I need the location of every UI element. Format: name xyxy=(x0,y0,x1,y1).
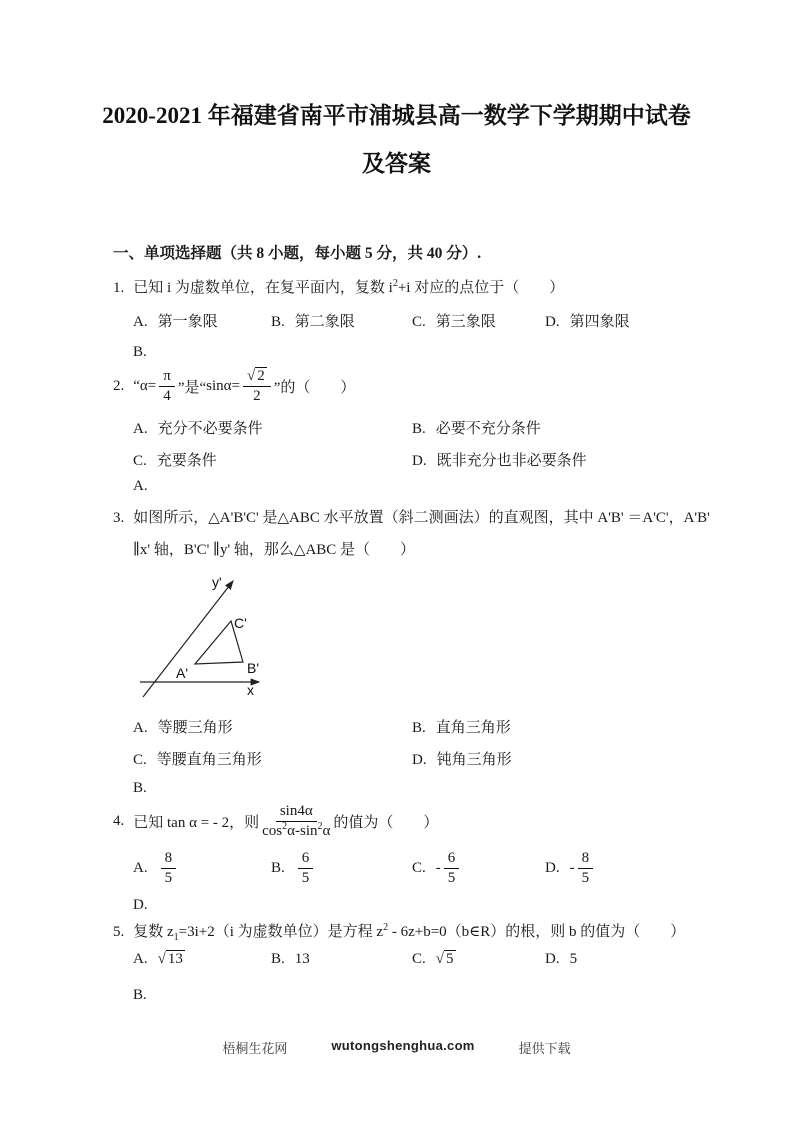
q5-superscript: 2 xyxy=(383,922,389,933)
question-2-number: 2. xyxy=(113,377,125,394)
question-4-options xyxy=(0,850,793,890)
page-title-line2: 及答案 xyxy=(362,151,431,176)
question-2-text xyxy=(113,360,355,412)
section1-heading: 一、单项选择题（共 8 小题，每小题 5 分，共 40 分）. xyxy=(113,245,482,262)
question-1-number: 1. xyxy=(113,280,125,296)
q5-option-d: D. 5 xyxy=(545,951,578,967)
vertex-c-label: C' xyxy=(234,615,247,631)
question-4-number: 4. xyxy=(113,812,125,829)
q1-option-b: B. 第二象限 xyxy=(271,314,355,330)
q3-option-a: A. 等腰三角形 xyxy=(133,720,233,736)
q2-sqrt: √ 2 xyxy=(246,367,265,384)
vertex-a-label: A' xyxy=(176,665,189,681)
footer-site-domain: wutongshenghua.com xyxy=(331,1038,475,1053)
question-2-answer: A. xyxy=(133,478,148,494)
q3-oblique-axonometric-figure xyxy=(128,570,283,710)
y-axis-label: y' xyxy=(212,574,222,590)
q4-option-c: C. - $\frac{6}{5}$ xyxy=(412,850,462,887)
question-1-superscript: 2 xyxy=(392,278,398,289)
q2-sin-eq: sinα= xyxy=(206,377,240,394)
question-3-options-row2 xyxy=(0,748,793,770)
question-5-text: 5. 复数 $z_1=3i+2(i$ 为虚数单位）是方程 $z^2$ - 6z+b=0（b∈R）的根，则 b 的值为（ ） xyxy=(113,922,686,943)
question-1-pre: 已知 i 为虚数单位，在复平面内，复数 i xyxy=(133,280,393,296)
q5-subscript: 1 xyxy=(173,932,179,943)
question-3-number: 3. xyxy=(113,510,125,526)
question-5-number: 5. xyxy=(113,924,125,940)
q4-fraction-numerator: sin4α xyxy=(276,803,317,822)
q2-fraction-pi-4: $\frac{\pi}{4}$ xyxy=(159,368,175,405)
question-3-options-row1 xyxy=(0,716,793,738)
question-1-post: +i 对应的点位于（ ） xyxy=(397,280,565,296)
q4-option-b: B. $\frac{6}{5}$ xyxy=(271,850,316,887)
q2-alpha-eq: α= xyxy=(139,377,157,394)
q4-option-a: A. $\frac{8}{5}$ xyxy=(133,850,179,887)
question-1-text xyxy=(113,276,564,297)
q2-option-c: C. 充要条件 xyxy=(133,453,217,469)
q2-fraction-sqrt2-2: $\frac{√ 2}{2}$ xyxy=(243,368,271,405)
q2-option-d: D. 既非充分也非必要条件 xyxy=(412,453,587,469)
q3-option-d: D. 钝角三角形 xyxy=(412,752,512,768)
question-2-options-row2 xyxy=(0,449,793,471)
vertex-b-label: B' xyxy=(247,660,260,676)
q5-option-b: B. 13 xyxy=(271,951,310,967)
q4-fraction-denominator: $\cos^2\alpha-\sin^2\alpha$ xyxy=(262,820,331,839)
question-3-text-line1: 3. 如图所示，△A'B'C' 是△ABC 水平放置（斜二测画法）的直观图，其中 A'B' ＝A'C'，A'B' xyxy=(113,510,710,526)
q5-option-a: A. √ 13 xyxy=(133,951,183,967)
q1-option-c: C. 第三象限 xyxy=(412,314,496,330)
question-5-answer: B. xyxy=(133,987,147,1003)
q4-option-d: D. - $\frac{8}{5}$ xyxy=(545,850,596,887)
q1-option-a: A. 第一象限 xyxy=(133,314,218,330)
question-1-options xyxy=(0,310,793,332)
q2-open-quote: “ xyxy=(133,377,140,394)
q4-main-fraction xyxy=(262,803,330,840)
q2-close-text: ”的（ ） xyxy=(273,379,356,396)
q3-option-b: B. 直角三角形 xyxy=(412,720,511,736)
q4-post-text: 的值为（ ） xyxy=(333,814,439,831)
q2-mid-text: ”是“ xyxy=(177,379,207,396)
footer-site-name: 梧桐生花网 xyxy=(222,1041,288,1056)
page-footer xyxy=(0,1038,793,1057)
q2-option-b: B. 必要不充分条件 xyxy=(412,421,541,437)
q4-pre-text: 已知 tan α = - 2，则 xyxy=(133,814,260,831)
question-4-text xyxy=(113,798,438,844)
q1-option-d: D. 第四象限 xyxy=(545,314,630,330)
footer-download-note: 提供下载 xyxy=(518,1041,571,1056)
page-title xyxy=(0,92,793,188)
q5-option-c: C. √ 5 xyxy=(412,951,454,967)
x-axis-label: x xyxy=(247,682,254,698)
page-title-line1: 2020-2021 年福建省南平市浦城县高一数学下学期期中试卷 xyxy=(102,103,691,128)
question-3-text-line2: ∥x' 轴，B'C' ∥y' 轴，那么△ABC 是（ ） xyxy=(133,542,416,558)
question-4-answer: D. xyxy=(133,897,148,913)
question-5-options xyxy=(0,951,793,973)
q3-option-c: C. 等腰直角三角形 xyxy=(133,752,262,768)
question-3-answer: B. xyxy=(133,780,147,796)
question-1-answer: B. xyxy=(133,344,147,360)
q2-option-a: A. 充分不必要条件 xyxy=(133,421,263,437)
question-2-options-row1 xyxy=(0,417,793,439)
